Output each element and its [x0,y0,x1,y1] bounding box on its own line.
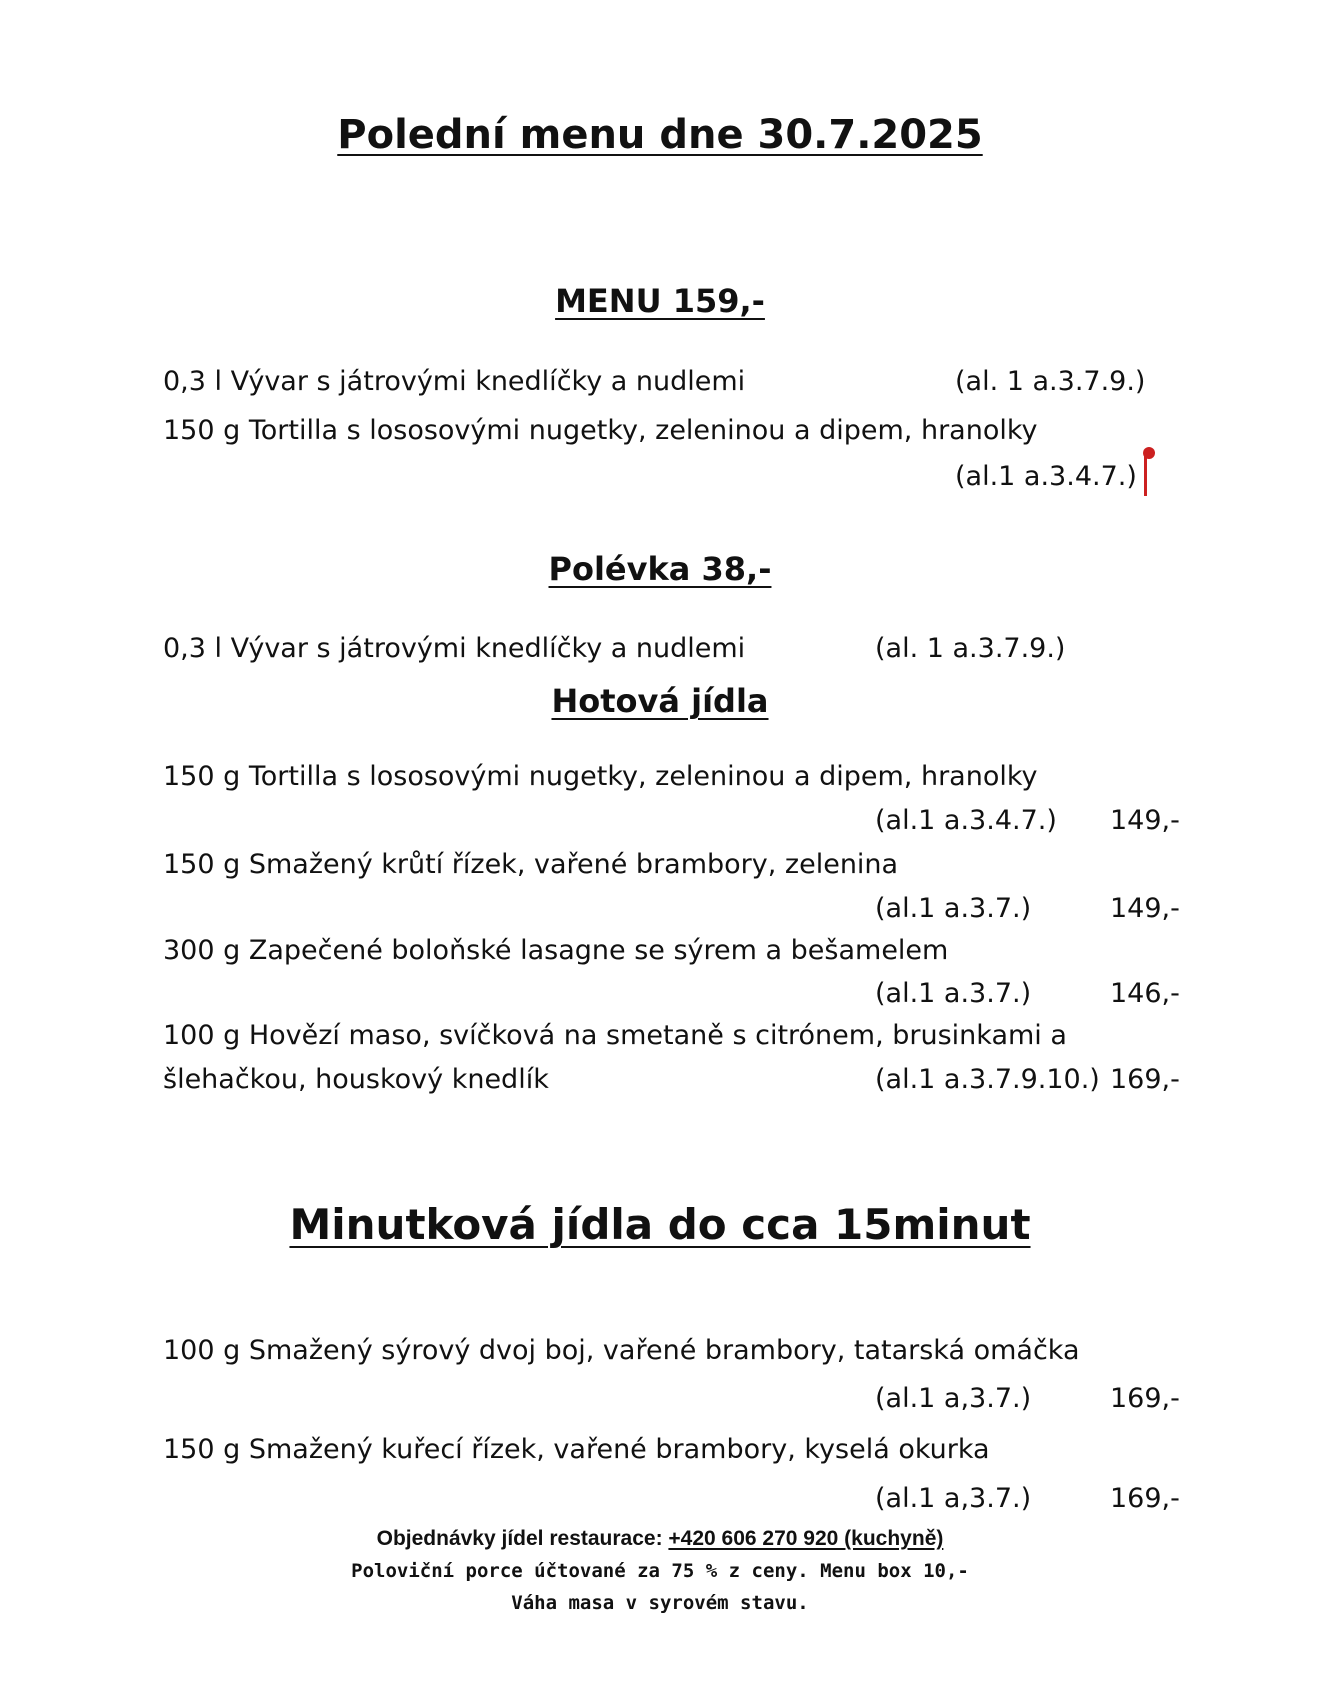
menu-item-soup-allergens: (al. 1 a.3.7.9.) [955,366,1146,397]
quick-meal-2-allergens: (al.1 a,3.7.) [875,1483,1032,1514]
half-portion-note: Poloviční porce účtované za 75 % z ceny. Menu box 10,- [351,1560,969,1582]
ready-meals-heading: Hotová jídla [551,682,769,720]
menu-item-main-allergens: (al.1 a.3.4.7.) [955,461,1137,492]
weight-note: Váha masa v syrovém stavu. [511,1592,809,1614]
menu-item-main-text: 150 g Tortilla s lososovými nugetky, zeleninou a dipem, hranolky [163,415,1038,446]
quick-meal-2-price: 169,- [1110,1483,1180,1514]
ready-meal-1-allergens: (al.1 a.3.4.7.) [875,805,1057,836]
ready-meal-2-price: 149,- [1110,893,1180,924]
ready-meal-1-price: 149,- [1110,805,1180,836]
ready-meal-4-text-line2: šlehačkou, houskový knedlík [163,1064,549,1095]
ready-meal-2-allergens: (al.1 a.3.7.) [875,893,1032,924]
ready-meal-2-text: 150 g Smažený krůtí řízek, vařené brambory, zelenina [163,849,899,880]
orders-label: Objednávky jídel restaurace: [376,1527,663,1550]
soup-heading: Polévka 38,- [548,550,772,588]
soup-item-text: 0,3 l Vývar s játrovými knedlíčky a nudlemi [163,633,746,664]
quick-meal-1-text: 100 g Smažený sýrový dvoj boj, vařené brambory, tatarská omáčka [163,1335,1080,1366]
quick-meals-heading: Minutková jídla do cca 15minut [289,1200,1031,1249]
ready-meal-3-text: 300 g Zapečené boloňské lasagne se sýrem a bešamelem [163,935,949,966]
orders-line [0,1527,1320,1551]
ready-meal-3-allergens: (al.1 a.3.7.) [875,978,1032,1009]
ready-meal-3-price: 146,- [1110,978,1180,1009]
phone-number: +420 606 270 920 (kuchyně) [668,1527,944,1550]
quick-meal-1-allergens: (al.1 a,3.7.) [875,1383,1032,1414]
page-title: Polední menu dne 30.7.2025 [337,112,983,158]
quick-meal-1-price: 169,- [1110,1383,1180,1414]
ready-meal-4-text: 100 g Hovězí maso, svíčková na smetaně s citrónem, brusinkami a [163,1020,1067,1051]
menu-heading: MENU 159,- [555,282,765,320]
soup-item-allergens: (al. 1 a.3.7.9.) [875,633,1066,664]
ready-meal-4-allergens: (al.1 a.3.7.9.10.) [875,1064,1100,1095]
menu-item-soup-text: 0,3 l Vývar s játrovými knedlíčky a nudlemi [163,366,746,397]
quick-meal-2-text: 150 g Smažený kuřecí řízek, vařené brambory, kyselá okurka [163,1434,990,1465]
ready-meal-4-price: 169,- [1110,1064,1180,1095]
ready-meal-1-text: 150 g Tortilla s lososovými nugetky, zeleninou a dipem, hranolky [163,761,1038,792]
red-pin-icon [1140,446,1156,498]
